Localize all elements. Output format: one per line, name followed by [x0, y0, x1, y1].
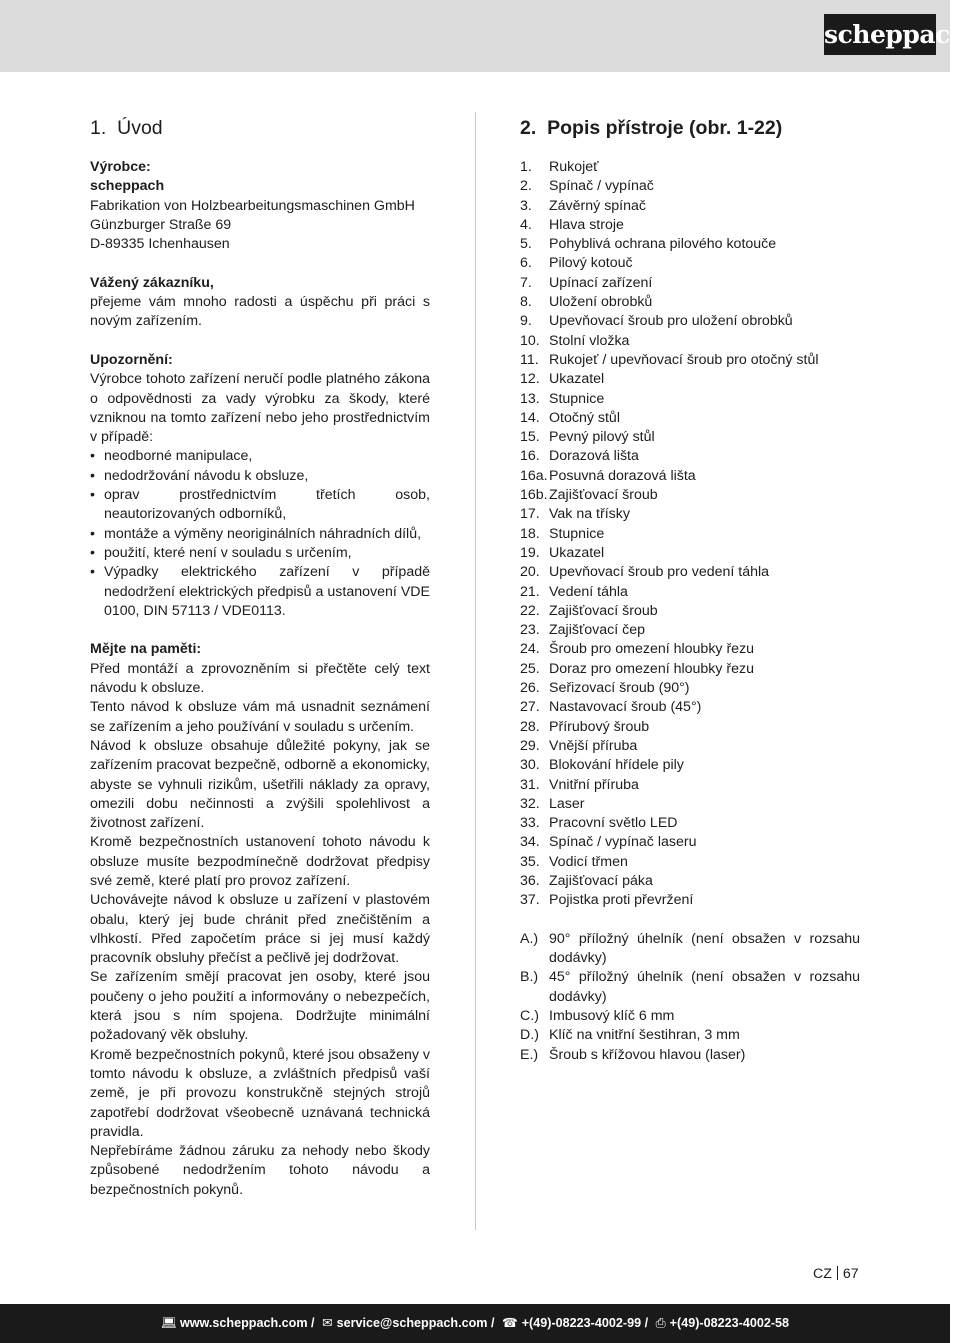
- paragraph: Kromě bezpečnostních pokynů, které jsou obsaženy v tomto návodu k obsluze, a zvláštních předpisů vaší země, je při provozu konstrukčně stejných strojů zapotřebí dodržovat všeobecně uznávaná technická pravidla.: [90, 1046, 430, 1140]
- list-item: [520, 737, 860, 756]
- item-text: Pevný pilový stůl: [549, 429, 655, 446]
- footer-band: [0, 1304, 950, 1343]
- list-item: [520, 891, 860, 910]
- item-text: Upevňovací šroub pro uložení obrobků: [549, 313, 793, 330]
- item-number: 16a.: [520, 467, 548, 484]
- item-text: Vodicí třmen: [549, 853, 628, 870]
- list-item: [520, 872, 860, 891]
- list-item: [520, 274, 860, 293]
- item-text: 45° příložný úhelník (není obsažen v rozsahu dodávky): [549, 969, 860, 1005]
- list-item: [520, 640, 860, 659]
- column-divider: [475, 112, 476, 1230]
- list-item: [520, 660, 860, 679]
- item-text: Zajišťovací šroub: [549, 487, 658, 504]
- item-text: Klíč na vnitřní šestihran, 3 mm: [549, 1027, 740, 1044]
- item-text: Otočný stůl: [549, 409, 620, 426]
- item-number: 7.: [520, 274, 532, 291]
- computer-icon: 💻︎: [160, 1316, 177, 1330]
- item-number: 1.: [520, 159, 532, 175]
- item-text: Pracovní světlo LED: [549, 815, 678, 832]
- list-item: • montáže a výměny neoriginálních náhradních dílů,: [90, 525, 430, 544]
- item-number: C.): [520, 1008, 539, 1025]
- item-text: Ukazatel: [549, 371, 605, 388]
- list-item: [520, 216, 860, 235]
- item-number: 19.: [520, 544, 540, 561]
- warning-text: Výrobce tohoto zařízení neručí podle platného zákona o odpovědnosti za vady výrobku za škody, které vzniknou na tomto zařízení nebo jeho prostřednictvím v případě:: [90, 371, 430, 446]
- item-number: 30.: [520, 757, 540, 774]
- item-number: 17.: [520, 506, 540, 523]
- list-item: [520, 756, 860, 775]
- item-text: Pilový kotouč: [549, 255, 633, 272]
- item-text: Stupnice: [549, 525, 605, 542]
- list-item: [520, 1026, 860, 1045]
- item-text: Rukojeť: [549, 159, 599, 175]
- item-text: Rukojeť / upevňovací šroub pro otočný stůl: [549, 351, 819, 368]
- item-text: Uložení obrobků: [549, 294, 653, 311]
- item-text: Spínač / vypínač: [549, 178, 654, 195]
- manufacturer-city: D-89335 Ichenhausen: [90, 236, 230, 253]
- page-number-value: 67: [842, 1266, 859, 1282]
- item-number: 24.: [520, 641, 540, 658]
- item-text: Hlava stroje: [549, 216, 624, 233]
- list-item: [520, 158, 860, 177]
- list-item: [520, 602, 860, 621]
- list-item: [520, 718, 860, 737]
- item-number: 4.: [520, 216, 532, 233]
- item-text: Šroub s křížovou hlavou (laser): [549, 1046, 746, 1063]
- list-item: [520, 332, 860, 351]
- item-number: B.): [520, 969, 539, 986]
- phone-icon: ☎︎: [502, 1316, 518, 1330]
- list-item: [520, 1007, 860, 1026]
- remember-label: Mějte na paměti:: [90, 641, 202, 658]
- paragraph: Kromě bezpečnostních ustanovení tohoto návodu k obsluze musíte bezpodmínečně dodržovat předpisy své země, které platí pro provoz zařízení.: [90, 834, 430, 889]
- item-number: 33.: [520, 815, 540, 832]
- section-device-description: [520, 114, 860, 1065]
- warning-block: [90, 351, 430, 621]
- item-text: Zajišťovací šroub: [549, 602, 658, 619]
- item-text: Vnitřní příruba: [549, 776, 639, 793]
- list-item: • použití, které není v souladu s určením,: [90, 544, 430, 563]
- list-item: • neodborné manipulace,: [90, 447, 430, 466]
- item-text: Imbusový klíč 6 mm: [549, 1008, 675, 1025]
- item-number: 11.: [520, 351, 539, 368]
- item-text: Dorazová lišta: [549, 448, 639, 465]
- item-number: 31.: [520, 776, 540, 793]
- list-item: [520, 409, 860, 428]
- item-text: Doraz pro omezení hloubky řezu: [549, 660, 755, 677]
- item-text: Zajišťovací páka: [549, 872, 653, 889]
- item-number: 2.: [520, 178, 532, 195]
- list-item: [520, 563, 860, 582]
- item-number: 10.: [520, 332, 540, 349]
- list-item: [520, 505, 860, 524]
- item-number: 15.: [520, 429, 540, 446]
- section-2-heading: 2. Popis přístroje (obr. 1-22): [520, 117, 783, 139]
- parts-list: [520, 158, 860, 911]
- list-item: [520, 447, 860, 466]
- item-number: 5.: [520, 236, 532, 253]
- item-text: Stolní vložka: [549, 332, 630, 349]
- item-number: D.): [520, 1027, 539, 1044]
- item-text: Stupnice: [549, 390, 605, 407]
- item-number: 27.: [520, 699, 540, 716]
- item-text: Seřizovací šroub (90°): [549, 680, 690, 697]
- list-item: [520, 853, 860, 872]
- item-text: 90° příložný úhelník (není obsažen v rozsahu dodávky): [549, 930, 860, 967]
- footer-phone: +(49)-08223-4002-99 /: [521, 1316, 649, 1330]
- manufacturer-street: Günzburger Straße 69: [90, 216, 232, 233]
- item-number: 21.: [520, 583, 540, 600]
- list-item: [520, 293, 860, 312]
- list-item: [520, 833, 860, 852]
- list-item: [520, 177, 860, 196]
- item-number: 8.: [520, 294, 532, 311]
- item-text: Ukazatel: [549, 544, 605, 561]
- manufacturer-company: Fabrikation von Holzbearbeitungsmaschinen GmbH: [90, 197, 415, 214]
- list-item: • nedodržování návodu k obsluze,: [90, 467, 430, 486]
- item-text: Vedení táhla: [549, 583, 628, 600]
- paragraph: Nepřebíráme žádnou záruku za nehody nebo škody způsobené nedodržením tohoto návodu a bezpečnostních pokynů.: [90, 1143, 430, 1198]
- list-item: [520, 197, 860, 216]
- list-item: [520, 795, 860, 814]
- item-text: Spínač / vypínač laseru: [549, 834, 697, 851]
- warning-list: [90, 447, 430, 621]
- item-text: Zajišťovací čep: [549, 622, 646, 639]
- item-number: 16.: [520, 448, 540, 465]
- list-item: [520, 428, 860, 447]
- mail-icon: ✉︎: [322, 1316, 333, 1330]
- list-item: [520, 235, 860, 254]
- item-number: 3.: [520, 197, 532, 214]
- list-item: • oprav prostřednictvím třetích osob, neautorizovaných odborníků,: [90, 486, 430, 525]
- header-band: [0, 0, 950, 72]
- list-item: [520, 467, 860, 486]
- paragraph: Se zařízením smějí pracovat jen osoby, které jsou poučeny o jeho použití a informovány o nebezpečích, která jsou s ním spojena. Dodržujte minimální požadovaný věk obsluhy.: [90, 969, 430, 1044]
- manufacturer-label: Výrobce:: [90, 159, 151, 175]
- list-item: [520, 254, 860, 273]
- paragraph: Uchovávejte návod k obsluze u zařízení v plastovém obalu, který jej bude chránit před znečištěním a vlhkostí. Před započetím práce si jej musí každý pracovník obsluhy přečíst a pečlivě jej dodržovat.: [90, 892, 430, 967]
- section-introduction: [90, 114, 430, 1200]
- item-text: Šroub pro omezení hloubky řezu: [549, 641, 755, 658]
- greeting-block: [90, 274, 430, 332]
- scheppach-logo: scheppach: [824, 14, 936, 55]
- section-1-heading: 1. Úvod: [90, 117, 163, 139]
- item-number: 14.: [520, 409, 540, 426]
- manufacturer-name: scheppach: [90, 178, 165, 195]
- list-item: [520, 544, 860, 563]
- item-number: 22.: [520, 602, 540, 619]
- item-number: 28.: [520, 718, 540, 735]
- item-text: Závěrný spínač: [549, 197, 646, 214]
- item-number: 34.: [520, 834, 540, 851]
- item-text: Blokování hřídele pily: [549, 757, 684, 774]
- list-item: [520, 390, 860, 409]
- list-item: [520, 351, 860, 370]
- paragraph: Tento návod k obsluze vám má usnadnit seznámení se zařízením a jeho používání v souladu s určením.: [90, 699, 430, 735]
- accessories-list: [520, 930, 860, 1065]
- manufacturer-block: [90, 158, 430, 254]
- list-item: [520, 776, 860, 795]
- item-number: 26.: [520, 680, 540, 697]
- list-item: [520, 583, 860, 602]
- list-item: [520, 1046, 860, 1065]
- paragraph: Návod k obsluze obsahuje důležité pokyny, jak se zařízením pracovat bezpečně, odborně a ekonomicky, abyste se vyhnuli rizikům, ušetřili náklady za opravy, omezili dobu nečinnosti a zvýšili spolehlivost a životnost zařízení.: [90, 737, 430, 832]
- remember-block: [90, 640, 430, 1200]
- item-number: 23.: [520, 622, 540, 639]
- item-number: E.): [520, 1046, 539, 1063]
- list-item: [520, 968, 860, 1007]
- item-number: 6.: [520, 255, 532, 272]
- paragraph: Před montáží a zprovozněním si přečtěte celý text návodu k obsluze.: [90, 660, 430, 697]
- item-number: 25.: [520, 660, 540, 677]
- warning-label: Upozornění:: [90, 351, 173, 368]
- footer-website[interactable]: www.scheppach.com /: [179, 1316, 315, 1330]
- item-text: Nastavovací šroub (45°): [549, 699, 702, 716]
- list-item: [520, 370, 860, 389]
- item-number: 9.: [520, 313, 532, 330]
- item-text: Vnější příruba: [549, 737, 638, 754]
- list-item: [520, 486, 860, 505]
- item-number: A.): [520, 930, 539, 947]
- list-item: • Výpadky elektrického zařízení v případě nedodržení elektrických předpisů a ustanovení VDE 0100, DIN 57113 / VDE0113.: [90, 563, 430, 621]
- item-number: 32.: [520, 795, 540, 812]
- footer-fax: +(49)-08223-4002-58: [669, 1316, 790, 1330]
- item-number: 36.: [520, 872, 540, 889]
- list-item: [520, 814, 860, 833]
- greeting-text: přejeme vám mnoho radosti a úspěchu při práci s novým zařízením.: [90, 294, 430, 330]
- item-text: Upevňovací šroub pro vedení táhla: [549, 564, 770, 581]
- item-number: 29.: [520, 737, 540, 754]
- item-text: Pohyblivá ochrana pilového kotouče: [549, 236, 777, 253]
- section-2-title: Popis přístroje (obr. 1-22): [547, 117, 783, 139]
- item-number: 13.: [520, 390, 540, 407]
- item-text: Upínací zařízení: [549, 274, 653, 291]
- fax-icon: ⎙: [655, 1316, 666, 1330]
- item-number: 35.: [520, 853, 540, 870]
- item-text: Laser: [549, 795, 585, 812]
- item-number: 18.: [520, 525, 540, 542]
- item-number: 37.: [520, 892, 540, 909]
- greeting-label: Vážený zákazníku,: [90, 274, 214, 291]
- page-number: [813, 1265, 859, 1283]
- list-item: [520, 930, 860, 969]
- item-text: Posuvná dorazová lišta: [549, 467, 696, 484]
- item-number: 12.: [520, 371, 540, 388]
- item-text: Přírubový šroub: [549, 718, 650, 735]
- list-item: [520, 679, 860, 698]
- list-item: [520, 698, 860, 717]
- list-item: [520, 312, 860, 331]
- item-number: 20.: [520, 564, 540, 581]
- list-item: [520, 525, 860, 544]
- section-1-title: Úvod: [117, 117, 163, 139]
- page-separator: [837, 1266, 838, 1280]
- footer-email[interactable]: service@scheppach.com /: [336, 1316, 495, 1330]
- list-item: [520, 621, 860, 640]
- item-text: Pojistka proti převržení: [549, 892, 694, 909]
- item-text: Vak na třísky: [549, 506, 630, 523]
- page-language: CZ: [813, 1266, 832, 1282]
- item-number: 16b.: [520, 487, 548, 504]
